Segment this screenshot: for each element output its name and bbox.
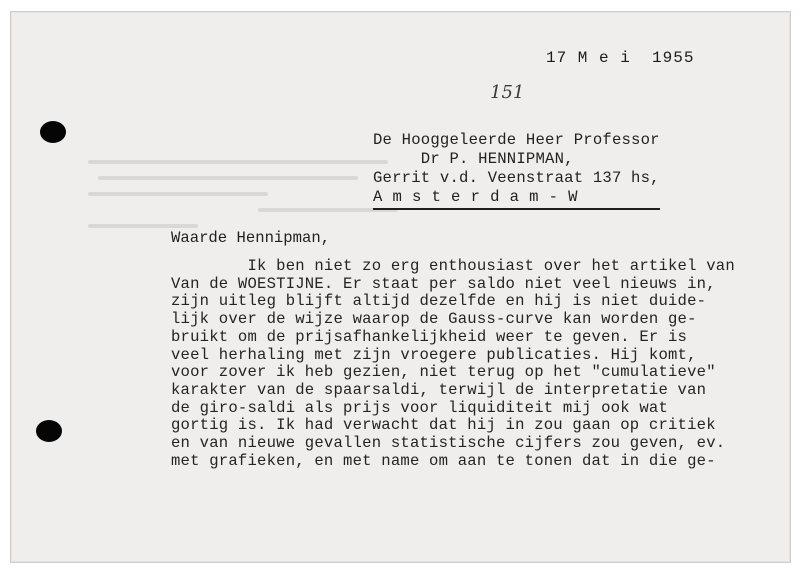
body-line: veel herhaling met zijn vroegere publicaties. Hij komt, xyxy=(171,345,697,364)
body-line: voor zover ik heb gezien, niet terug op het "cumulatieve" xyxy=(171,363,716,382)
punch-hole-bottom xyxy=(36,420,62,442)
letter-date: 17 M e i 1955 xyxy=(546,49,695,67)
body-line: lijk over de wijze waarop de Gauss-curve kan worden ge- xyxy=(171,310,697,329)
body-line: Ik ben niet zo erg enthousiast over het artikel van xyxy=(171,257,735,275)
body-line: bruikt om de prijsafhankelijkheid weer te geven. Er is xyxy=(171,327,688,346)
address-line-name: Dr P. HENNIPMAN, xyxy=(373,150,574,168)
body-line: met grafieken, en met name om aan te tonen dat in die ge- xyxy=(171,451,716,470)
address-underline xyxy=(373,208,660,210)
body-line: karakter van de spaarsaldi, terwijl de interpretatie van xyxy=(171,380,707,399)
salutation: Waarde Hennipman, xyxy=(171,229,331,247)
punch-hole-top xyxy=(40,121,66,143)
address-line-title: De Hooggeleerde Heer Professor xyxy=(373,131,660,149)
body-line: Van de WOESTIJNE. Er staat per saldo niet veel nieuws in, xyxy=(171,274,716,293)
body-line: zijn uitleg blijft altijd dezelfde en hij is niet duide- xyxy=(171,292,707,311)
recipient-address xyxy=(373,131,660,210)
address-line-street: Gerrit v.d. Veenstraat 137 hs, xyxy=(373,169,660,187)
body-line: en van nieuwe gevallen statistische cijfers zou geven, ev. xyxy=(171,434,726,453)
body-line: de giro-saldi als prijs voor liquiditeit mij ook wat xyxy=(171,398,669,417)
handwritten-page-number: 151 xyxy=(490,82,525,103)
letter-body xyxy=(171,258,735,470)
body-line: gortig is. Ik had verwacht dat hij in zou gaan op critiek xyxy=(171,416,716,435)
address-line-city: A m s t e r d a m - W xyxy=(373,188,578,206)
